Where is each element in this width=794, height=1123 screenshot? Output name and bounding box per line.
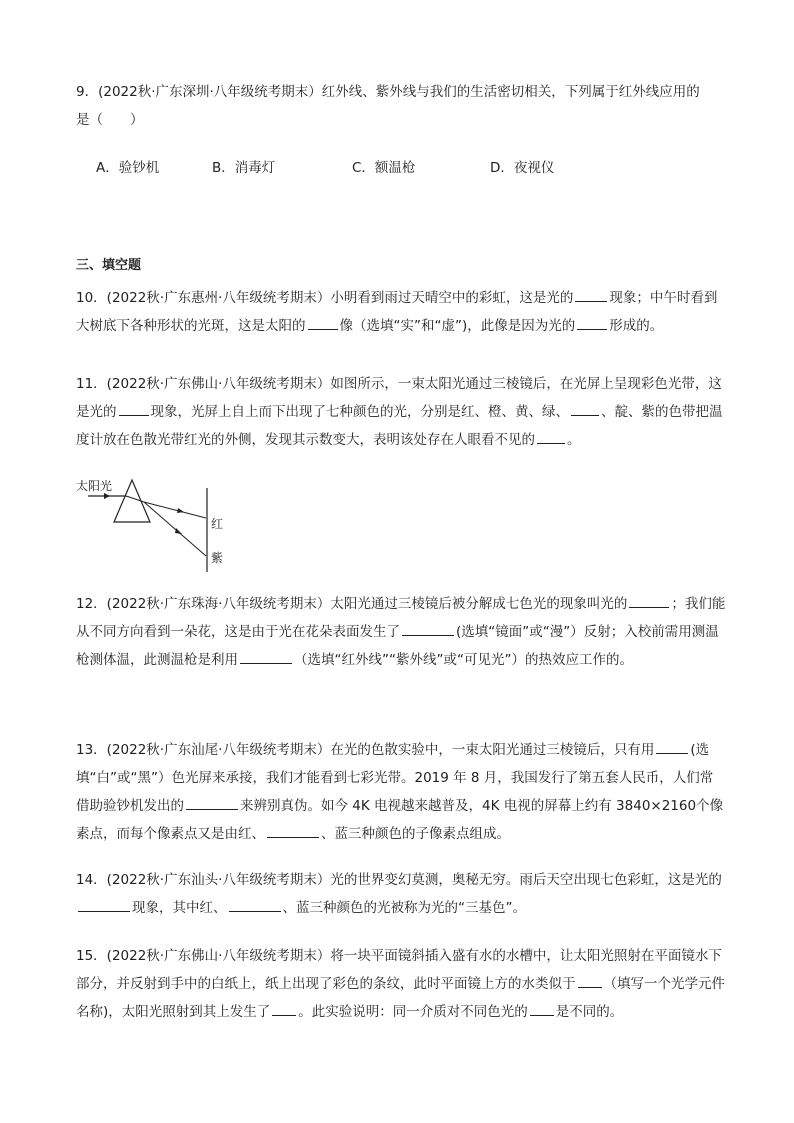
q13-text-e: 个像素点，而每个像素点又是由红、 [76, 798, 724, 842]
q12-text-f: （选填“红外线”“紫外线”或“可见光”）的热效应工作 [294, 652, 606, 668]
question-9 [76, 78, 726, 134]
q15-text-a: 15．(2022秋·广东佛山·八年级统考期末）将一块平面镜斜插入盛有水的水槽中，让太阳光照射在平面镜 [76, 948, 695, 964]
q15-text-e: 。此实验说明：同一介质对不同色光的 [298, 1004, 528, 1020]
q12-text-e: 校前需用测温枪测体温，此测温枪是利用 [76, 624, 719, 668]
q15-text-c: （填写一 [603, 976, 658, 992]
question-10 [76, 284, 726, 340]
q13-text-b: (选填“白”或“黑”）色光屏来承接，我们才能看到七彩光带。2019 年 8 月，我国发行了第五套人民币，人 [76, 742, 710, 786]
q11-text-e: 把温度计放在色散光带红光的外侧，发现其示数变大，表明该处存在人眼看不见的 [76, 404, 723, 448]
q10-text-d: 像（选填“实”和“虚”)，此像是因为光的 [339, 318, 576, 334]
q10-blank-3[interactable] [577, 315, 607, 330]
violet-label: 紫 [211, 551, 224, 565]
q13-text-f: 、蓝三种颜色的子像素点组成。 [321, 826, 510, 842]
option-d[interactable]: D．夜视仪 [490, 160, 555, 176]
q10-text-c: 到大树底下各种形状的光斑，这是太阳的 [76, 290, 718, 334]
q15-text-d: 个光学元件名称)，太阳光照射到其上发生了 [76, 976, 725, 1020]
q14-text-a: 14．(2022秋·广东汕头·八年级统考期末）光的世界变幻莫测，奥秘无穷。雨后天空出现七色彩虹，这是 [76, 872, 695, 888]
section-heading-fill-in: 三、填空题 [76, 258, 142, 273]
q12-text-b: ； [671, 596, 685, 612]
prism-dispersion-figure [74, 474, 234, 574]
q15-text-b: 水下部分，并反射到手中的白纸上，纸上出现了彩色的条纹，此时平面镜上方的水类似于 [76, 948, 722, 992]
q12-text-c: 我们能从不同方向看到一朵花，这是由于光在花朵表面发生了 [76, 596, 726, 640]
q11-text-a: 11．(2022秋·广东佛山·八年级统考期末）如图所示，一束太阳光通过三棱镜后，在光屏上呈现彩色光带， [76, 376, 709, 392]
q11-blank-1[interactable] [119, 401, 149, 416]
q13-text-d: 来辨别真伪。如今 4K 电视越来越普及，4K 电视的屏幕上约有 3840×2160 [240, 798, 697, 814]
q13-text-a: 13．(2022秋·广东汕尾·八年级统考期末）在光的色散实验中，一束太阳光通过三棱镜后，只有用 [76, 742, 655, 758]
question-9-stem-line1: 9．(2022秋·广东深圳·八年级统考期末）红外线、紫外线与我们的生活密切相关，下列属于红外线应用的 [76, 84, 700, 100]
incident-ray-arrow-icon [104, 493, 110, 499]
prism-shape [114, 480, 150, 522]
q12-text-d: (选填“镜面”或“漫”）反射；入 [456, 624, 638, 640]
red-label: 红 [211, 517, 224, 531]
q10-text-b: 现象；中午时看 [609, 290, 704, 306]
question-15 [76, 942, 726, 1026]
violet-ray-arrow-icon [175, 528, 182, 534]
q12-blank-2[interactable] [402, 621, 454, 636]
prism-diagram [74, 474, 234, 574]
q15-blank-3[interactable] [530, 1001, 554, 1016]
q11-blank-3[interactable] [537, 429, 565, 444]
q14-blank-1[interactable] [78, 897, 130, 912]
q12-blank-1[interactable] [629, 593, 669, 608]
q11-text-b: 这是光的 [76, 376, 722, 420]
question-9-stem-line2: 是（ ） [76, 112, 144, 128]
q13-blank-3[interactable] [267, 823, 319, 838]
question-14 [76, 866, 726, 922]
question-9-options [96, 156, 716, 180]
q13-blank-2[interactable] [186, 795, 238, 810]
q15-text-f: 是不同的。 [555, 1004, 624, 1020]
q12-blank-3[interactable] [240, 649, 292, 664]
q15-blank-2[interactable] [272, 1001, 296, 1016]
question-13 [76, 736, 726, 848]
q14-text-c: 现象，其中红、 [132, 900, 227, 916]
q13-text-c: 们常借助验钞机发出的 [76, 770, 714, 814]
q10-text-e: 形成的。 [609, 318, 664, 334]
q14-blank-2[interactable] [229, 897, 281, 912]
q14-text-b: 光的 [694, 872, 722, 888]
question-11 [76, 370, 726, 454]
q10-text-a: 10．(2022秋·广东惠州·八年级统考期末）小明看到雨过天晴空中的彩虹，这是光的 [76, 290, 574, 306]
q11-text-d: 、靛、紫的色带 [601, 404, 696, 420]
question-12 [76, 590, 726, 674]
refracted-ray [126, 496, 144, 502]
q10-blank-2[interactable] [308, 315, 338, 330]
option-c[interactable]: C．额温枪 [352, 160, 416, 176]
q12-text-a: 12．(2022秋·广东珠海·八年级统考期末）太阳光通过三棱镜后被分解成七色光的现象叫光的 [76, 596, 628, 612]
sun-light-label: 太阳光 [76, 479, 113, 493]
q12-text-g: 的。 [605, 652, 633, 668]
q11-blank-2[interactable] [571, 401, 599, 416]
q11-text-c: 现象，光屏上自上而下出现了七种颜色的光，分别是红、橙、黄、绿、 [150, 404, 569, 420]
option-b[interactable]: B．消毒灯 [212, 160, 276, 176]
q13-blank-1[interactable] [656, 739, 688, 754]
q10-blank-1[interactable] [575, 287, 607, 302]
q15-blank-1[interactable] [578, 973, 602, 988]
option-a[interactable]: A．验钞机 [96, 160, 160, 176]
q11-text-f: 。 [567, 432, 581, 448]
q14-text-d: 、蓝三种颜色的光被称为光的“三基色”。 [282, 900, 526, 916]
